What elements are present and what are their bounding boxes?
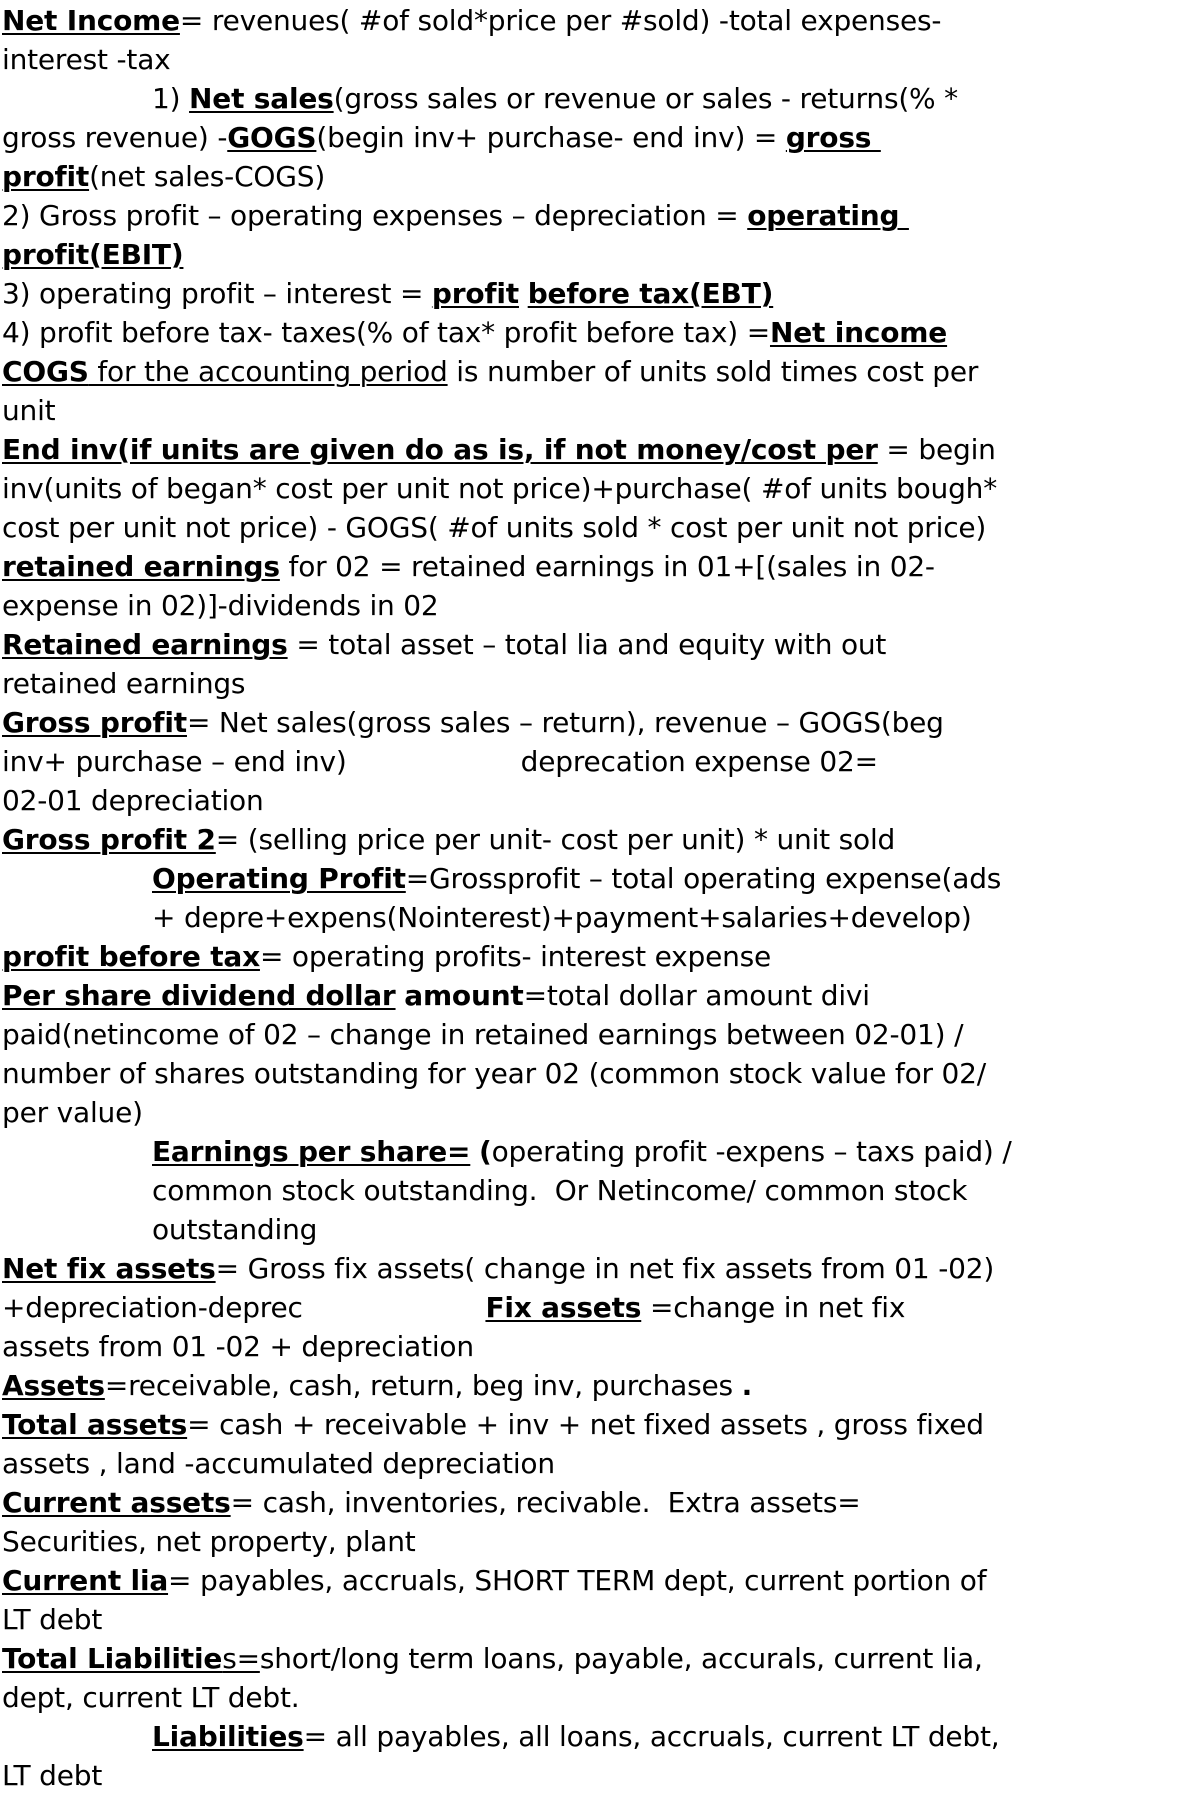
text-segment: assets , land -accumulated depreciation <box>2 1447 555 1480</box>
text-line <box>2 391 1198 430</box>
text-segment: = Gross fix assets( change in net fix assets from 01 -02) <box>215 1252 995 1285</box>
text-segment: retained earnings <box>2 667 246 700</box>
text-line <box>2 508 1198 547</box>
text-line <box>2 1600 1198 1639</box>
text-segment: 02-01 depreciation <box>2 784 264 817</box>
term-heading: Per share dividend dollar <box>2 979 396 1012</box>
term-heading: Retained earnings <box>2 628 288 661</box>
term-heading: Net income <box>769 316 948 349</box>
text-segment: short/long term loans, payable, accurals, current lia, <box>259 1642 983 1675</box>
text-segment: for the accounting period <box>88 355 448 388</box>
text-segment: unit <box>2 394 56 427</box>
text-line <box>2 859 1198 898</box>
text-segment: = cash, inventories, recivable. Extra assets= <box>230 1486 861 1519</box>
term-heading: Earnings per share= <box>152 1135 471 1168</box>
text-line <box>2 1093 1198 1132</box>
text-segment: = Net sales(gross sales – return), revenue – GOGS(beg <box>186 706 944 739</box>
text-segment: per value) <box>2 1096 143 1129</box>
text-segment: cost per unit not price) - GOGS( #of units sold * cost per unit not price) <box>2 511 987 544</box>
text-line <box>2 1249 1198 1288</box>
text-segment: paid(netincome of 02 – change in retained earnings between 02-01) / <box>2 1018 964 1051</box>
text-segment <box>470 1135 479 1168</box>
text-line <box>2 547 1198 586</box>
text-segment: Securities, net property, plant <box>2 1525 416 1558</box>
term-heading: operating <box>747 199 909 232</box>
term-heading: gross <box>785 121 881 154</box>
text-line <box>2 1327 1198 1366</box>
text-line <box>2 235 1198 274</box>
text-segment: is number of units sold times cost per <box>447 355 979 388</box>
text-line <box>2 313 1198 352</box>
text-line <box>2 1639 1198 1678</box>
term-heading: amount <box>404 979 524 1012</box>
text-segment: LT debt <box>2 1759 103 1792</box>
text-line <box>2 625 1198 664</box>
text-line <box>2 1366 1198 1405</box>
text-line <box>2 1678 1198 1717</box>
text-segment: = total asset – total lia and equity with out <box>287 628 887 661</box>
text-line <box>2 1171 1198 1210</box>
text-line <box>2 157 1198 196</box>
text-line <box>2 196 1198 235</box>
text-segment: interest -tax <box>2 43 171 76</box>
text-segment <box>396 979 405 1012</box>
text-segment: inv+ purchase – end inv) deprecation expense 02= <box>2 745 878 778</box>
text-line <box>2 79 1198 118</box>
text-segment: = (selling price per unit- cost per unit) * unit sold <box>215 823 896 856</box>
term-heading: Gross profit 2 <box>2 823 216 856</box>
text-line <box>2 1210 1198 1249</box>
text-line <box>2 1015 1198 1054</box>
text-line <box>2 586 1198 625</box>
text-segment: s= <box>222 1642 260 1675</box>
term-heading: End inv(if units are given do as is, if not money/cost per <box>2 433 878 466</box>
text-segment: =total dollar amount divi <box>523 979 870 1012</box>
term-heading: Net Income <box>2 4 180 37</box>
text-line <box>2 820 1198 859</box>
term-heading: before tax(EBT) <box>527 277 774 310</box>
text-segment: operating profit -expens – taxs paid) / <box>491 1135 1012 1168</box>
text-segment: for 02 = retained earnings in 01+[(sales in 02- <box>279 550 935 583</box>
text-segment: assets from 01 -02 + depreciation <box>2 1330 474 1363</box>
term-heading: profit <box>2 160 90 193</box>
text-segment: (begin inv+ purchase- end inv) = <box>316 121 786 154</box>
text-line <box>2 937 1198 976</box>
term-heading: Liabilities <box>152 1720 304 1753</box>
text-segment: =Grossprofit – total operating expense(ads <box>405 862 1002 895</box>
text-segment: = revenues( #of sold*price per #sold) -total expenses- <box>179 4 942 37</box>
text-line <box>2 1054 1198 1093</box>
text-segment: = cash + receivable + inv + net fixed assets , gross fixed <box>187 1408 984 1441</box>
text-line <box>2 664 1198 703</box>
term-heading: Fix assets <box>485 1291 642 1324</box>
text-line <box>2 1288 1198 1327</box>
text-line <box>2 1 1198 40</box>
text-segment: 2) Gross profit – operating expenses – depreciation = <box>2 199 748 232</box>
text-segment: outstanding <box>152 1213 318 1246</box>
text-segment: 4) profit before tax- taxes(% of tax* profit before tax) = <box>2 316 770 349</box>
term-heading: COGS <box>2 355 89 388</box>
text-segment: = payables, accruals, SHORT TERM dept, current portion of <box>168 1564 987 1597</box>
term-heading: Current assets <box>2 1486 231 1519</box>
term-heading: profit(EBIT) <box>2 238 184 271</box>
term-heading: profit before tax <box>2 940 260 973</box>
term-heading: Net sales <box>189 82 334 115</box>
term-heading: . <box>741 1369 753 1402</box>
text-line <box>2 781 1198 820</box>
text-segment: LT debt <box>2 1603 103 1636</box>
text-segment: =change in net fix <box>641 1291 906 1324</box>
text-segment: 1) <box>152 82 190 115</box>
text-segment: common stock outstanding. Or Netincome/ common stock <box>152 1174 968 1207</box>
term-heading: Total assets <box>2 1408 188 1441</box>
term-heading: Net fix assets <box>2 1252 216 1285</box>
text-line <box>2 1561 1198 1600</box>
term-heading: ( <box>479 1135 492 1168</box>
text-segment: number of shares outstanding for year 02 (common stock value for 02/ <box>2 1057 986 1090</box>
term-heading: retained earnings <box>2 550 280 583</box>
text-segment: = operating profits- interest expense <box>259 940 772 973</box>
text-line <box>2 703 1198 742</box>
text-line <box>2 976 1198 1015</box>
text-line <box>2 1717 1198 1756</box>
text-segment: expense in 02)]-dividends in 02 <box>2 589 439 622</box>
text-segment: (gross sales or revenue or sales - returns(% * <box>333 82 958 115</box>
text-segment: =receivable, cash, return, beg inv, purchases <box>104 1369 742 1402</box>
text-segment: = begin <box>877 433 996 466</box>
text-segment: = all payables, all loans, accruals, current LT debt, <box>303 1720 1000 1753</box>
text-line <box>2 1483 1198 1522</box>
text-segment: dept, current LT debt. <box>2 1681 300 1714</box>
term-heading: Operating Profit <box>152 862 406 895</box>
text-line <box>2 40 1198 79</box>
term-heading: Gross profit <box>2 706 187 739</box>
text-line <box>2 1522 1198 1561</box>
term-heading: Assets <box>2 1369 105 1402</box>
text-line <box>2 1132 1198 1171</box>
text-line <box>2 1405 1198 1444</box>
text-segment: +depreciation-deprec <box>2 1291 486 1324</box>
text-segment: gross revenue) - <box>2 121 228 154</box>
term-heading: Current lia <box>2 1564 169 1597</box>
text-segment: + depre+expens(Nointerest)+payment+salaries+develop) <box>152 901 972 934</box>
text-line <box>2 352 1198 391</box>
term-heading: Total Liabilitie <box>2 1642 223 1675</box>
term-heading: profit <box>431 277 519 310</box>
text-line <box>2 274 1198 313</box>
text-segment: inv(units of began* cost per unit not price)+purchase( #of units bough* <box>2 472 998 505</box>
text-line <box>2 469 1198 508</box>
text-line <box>2 1444 1198 1483</box>
text-line <box>2 430 1198 469</box>
text-segment: 3) operating profit – interest = <box>2 277 432 310</box>
text-segment: (net sales-COGS) <box>89 160 326 193</box>
text-line <box>2 1756 1198 1795</box>
text-segment <box>519 277 528 310</box>
text-line <box>2 118 1198 157</box>
term-heading: GOGS <box>227 121 317 154</box>
text-line <box>2 742 1198 781</box>
text-line <box>2 898 1198 937</box>
